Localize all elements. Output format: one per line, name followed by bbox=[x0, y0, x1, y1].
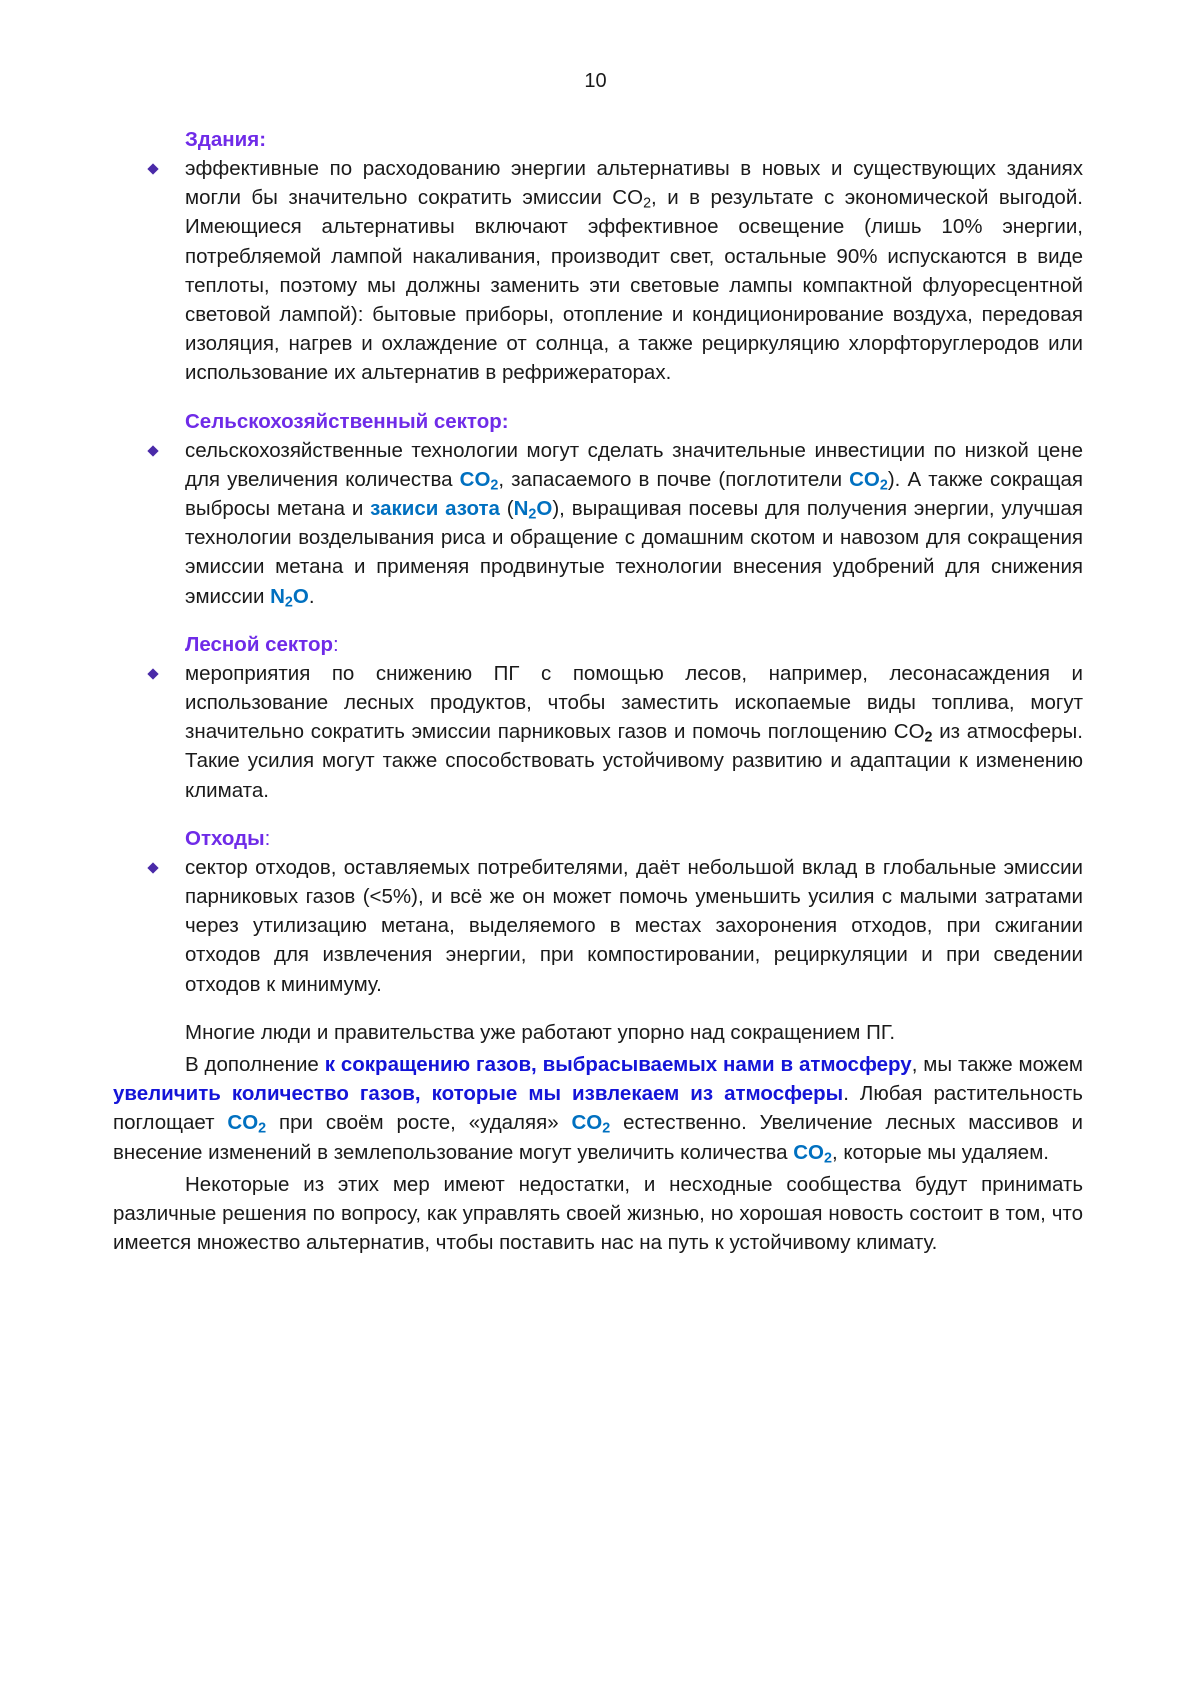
paragraph bbox=[113, 1050, 1083, 1167]
text-run: , запасаемого в почве (поглотители bbox=[498, 467, 850, 491]
subscript: 2 bbox=[602, 1121, 611, 1138]
subscript: 2 bbox=[528, 506, 537, 523]
section-forestry bbox=[185, 630, 1083, 805]
formula: N bbox=[270, 584, 285, 608]
nitrous-oxide-term: закиси азота bbox=[370, 497, 500, 521]
text-run: ), выращивая посевы для получения энергии, улучшая технологии возделывания риса и обращение с домашним скотом и навозом для сокращения эмиссии метана и применяя продвинутые технологии внесения удобрений для снижения эмиссии bbox=[185, 497, 1084, 608]
section-title-text: Сельскохозяйственный сектор bbox=[185, 409, 502, 433]
section-title-text: Здания bbox=[185, 128, 260, 151]
formula: CO bbox=[571, 1111, 603, 1135]
subscript: 2 bbox=[258, 1121, 267, 1138]
text-run: мероприятия по снижению ПГ с помощью лесов, например, лесонасаждения и использование лесных продуктов, чтобы заместить ископаемые виды топлива, могут значительно сократить эмиссии парниковых газов и помочь поглощению CO bbox=[185, 661, 1083, 744]
emphasis-reduce-emissions: к сокращению газов, выбрасываемых нами в атмосферу bbox=[324, 1053, 912, 1077]
formula: N bbox=[513, 497, 529, 521]
section-title-colon: : bbox=[501, 409, 509, 433]
co2-highlight bbox=[849, 467, 888, 494]
co2-highlight bbox=[793, 1140, 832, 1167]
text-run: при своём росте, «удаляя» bbox=[266, 1111, 572, 1135]
subscript: 2 bbox=[490, 477, 499, 494]
n2o-highlight bbox=[270, 584, 309, 611]
section-title bbox=[185, 125, 1083, 154]
diamond-bullet-icon bbox=[147, 163, 158, 174]
section-title bbox=[185, 630, 1083, 659]
paragraph: Многие люди и правительства уже работают упорно над сокращением ПГ. bbox=[185, 1020, 896, 1044]
formula: O bbox=[292, 584, 309, 608]
co2-highlight bbox=[227, 1111, 267, 1138]
co2-highlight bbox=[571, 1111, 611, 1138]
bullet-text bbox=[185, 154, 1083, 388]
text-run: эффективные по расходованию энергии альтернативы в новых и существующих зданиях могли бы значительно сократить эмиссии CO bbox=[185, 157, 1083, 210]
text-run: . bbox=[308, 584, 315, 608]
text-run: , мы также можем bbox=[911, 1053, 1083, 1077]
section-title bbox=[185, 407, 1083, 436]
bullet-item bbox=[185, 659, 1083, 805]
formula: CO bbox=[793, 1140, 824, 1164]
section-title-text: Отходы bbox=[185, 826, 265, 850]
page-number: 10 bbox=[584, 70, 607, 92]
subscript: 2 bbox=[284, 594, 293, 611]
subscript: 2 bbox=[643, 195, 652, 212]
diamond-bullet-icon bbox=[147, 668, 158, 679]
emphasis-increase-removal: увеличить количество газов, которые мы извлекаем из атмосферы bbox=[113, 1082, 844, 1106]
section-title bbox=[185, 824, 1083, 853]
text-run: , которые мы удаляем. bbox=[831, 1140, 1049, 1164]
section-title-text: Лесной сектор bbox=[185, 632, 333, 656]
text-run: ). А также сокращая выбросы метана и bbox=[185, 467, 1083, 521]
text-run: сельскохозяйственные технологии могут сделать значительные инвестиции по низкой цене для увеличения количества bbox=[185, 438, 1083, 491]
page-content bbox=[113, 125, 1083, 1261]
section-title-colon: : bbox=[333, 632, 339, 656]
text-run: естественно. Увеличение лесных массивов и внесение изменений в землепользование могут увеличить количества bbox=[113, 1111, 1083, 1164]
bullet-item bbox=[185, 436, 1083, 611]
diamond-bullet-icon bbox=[147, 862, 158, 873]
section-title-colon: : bbox=[259, 128, 267, 151]
n2o-highlight bbox=[513, 497, 553, 523]
co2-highlight bbox=[459, 467, 499, 494]
formula: CO bbox=[849, 467, 880, 491]
diamond-bullet-icon bbox=[147, 445, 158, 456]
bullet-item bbox=[185, 853, 1083, 999]
section-agriculture bbox=[185, 407, 1083, 611]
subscript: 2 bbox=[879, 477, 888, 494]
text-run: . Любая растительность поглощает bbox=[113, 1082, 1083, 1135]
bullet-text: сектор отходов, оставляемых потребителями, даёт небольшой вклад в глобальные эмиссии парниковых газов (<5%), и всё же он может помочь уменьшить усилия с малыми затратами через утилизацию метана, выделяемого в местах захоронения отходов, при сжигании отходов для извлечения энергии, при компостировании, рециркуляции и при сведении отходов к минимуму. bbox=[185, 855, 1083, 996]
text-run: , и в результате с экономической выгодой. Имеющиеся альтернативы включают эффективное освещение (лишь 10% энергии, потребляемой лампой накаливания, производит свет, остальные 90% испускаются в виде теплоты, поэтому мы должны заменить эти световые лампы компактной флуоресцентной световой лампой): бытовые приборы, отопление и кондиционирование воздуха, передовая изоляция, нагрев и охлаждение от солнца, а также рециркуляцию хлорфторуглеродов или использование их альтернатив в рефрижераторах. bbox=[185, 186, 1083, 385]
section-waste bbox=[185, 824, 1083, 999]
bullet-item bbox=[185, 154, 1083, 388]
section-buildings bbox=[185, 125, 1083, 388]
text-run: В дополнение bbox=[185, 1053, 325, 1077]
subscript: 2 bbox=[823, 1150, 832, 1167]
formula: CO bbox=[227, 1111, 259, 1135]
bullet-text bbox=[185, 436, 1083, 611]
bullet-text bbox=[185, 659, 1083, 805]
subscript: 2 bbox=[924, 729, 933, 746]
section-title-colon: : bbox=[264, 826, 271, 850]
paragraph: Некоторые из этих мер имеют недостатки, и несходные сообщества будут принимать различные решения по вопросу, как управлять своей жизнью, но хорошая новость состоит в том, что имеется множество альтернатив, чтобы поставить нас на путь к устойчивому климату. bbox=[113, 1172, 1083, 1255]
text-run: из атмосферы. Такие усилия могут также способствовать устойчивому развитию и адаптации к изменению климата. bbox=[185, 720, 1083, 802]
formula: CO bbox=[459, 467, 491, 491]
formula: O bbox=[536, 497, 553, 521]
text-run: ( bbox=[499, 497, 514, 521]
